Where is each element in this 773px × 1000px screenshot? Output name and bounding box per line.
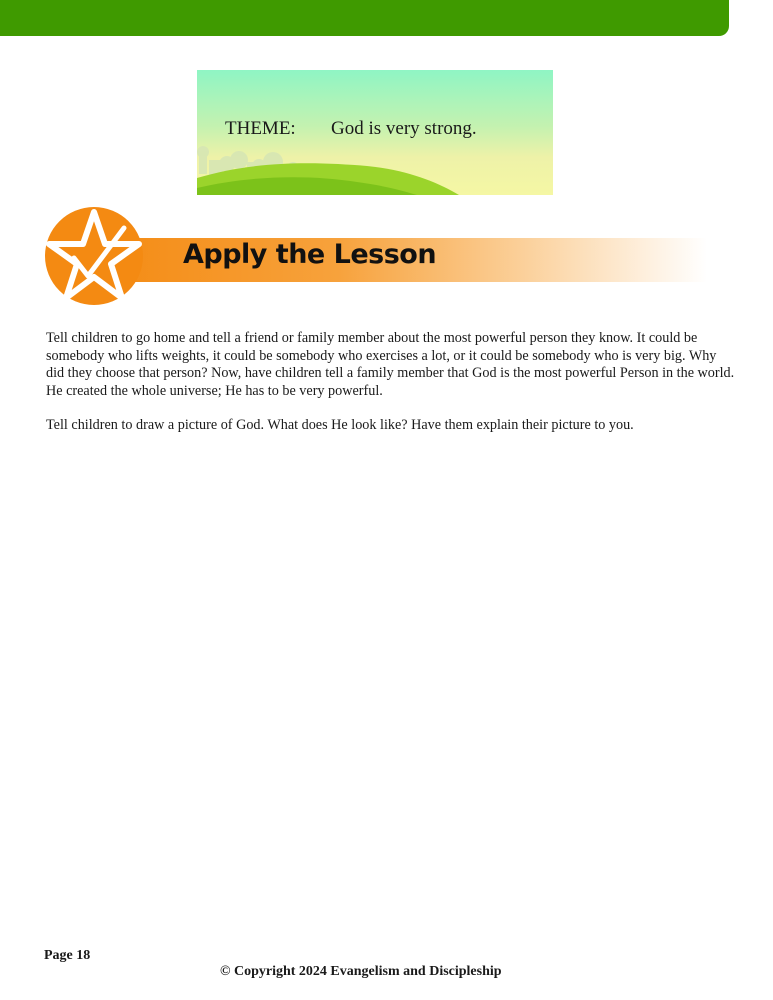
lesson-body: [46, 330, 736, 452]
theme-label: THEME:: [225, 118, 296, 139]
theme-text: God is very strong.: [331, 118, 477, 139]
theme-banner: [197, 70, 553, 195]
page-number: Page 18: [44, 948, 91, 963]
lesson-paragraph: Tell children to go home and tell a friend or family member about the most powerful person they know. It could be somebody who lifts weights, it could be somebody who exercises a lot, or it could be somebody who is very big. Why did they choose that person? Now, have children tell a family member that God is the most powerful Person in the world. He created the whole universe; He has to be very powerful.: [46, 330, 735, 399]
header-bar: [0, 0, 729, 36]
section-title: Apply the Lesson: [183, 239, 437, 270]
copyright-notice: © Copyright 2024 Evangelism and Discipleship: [220, 964, 502, 979]
lesson-paragraph: Tell children to draw a picture of God. What does He look like? Have them explain their picture to you.: [46, 417, 634, 433]
star-check-icon: [44, 206, 144, 306]
